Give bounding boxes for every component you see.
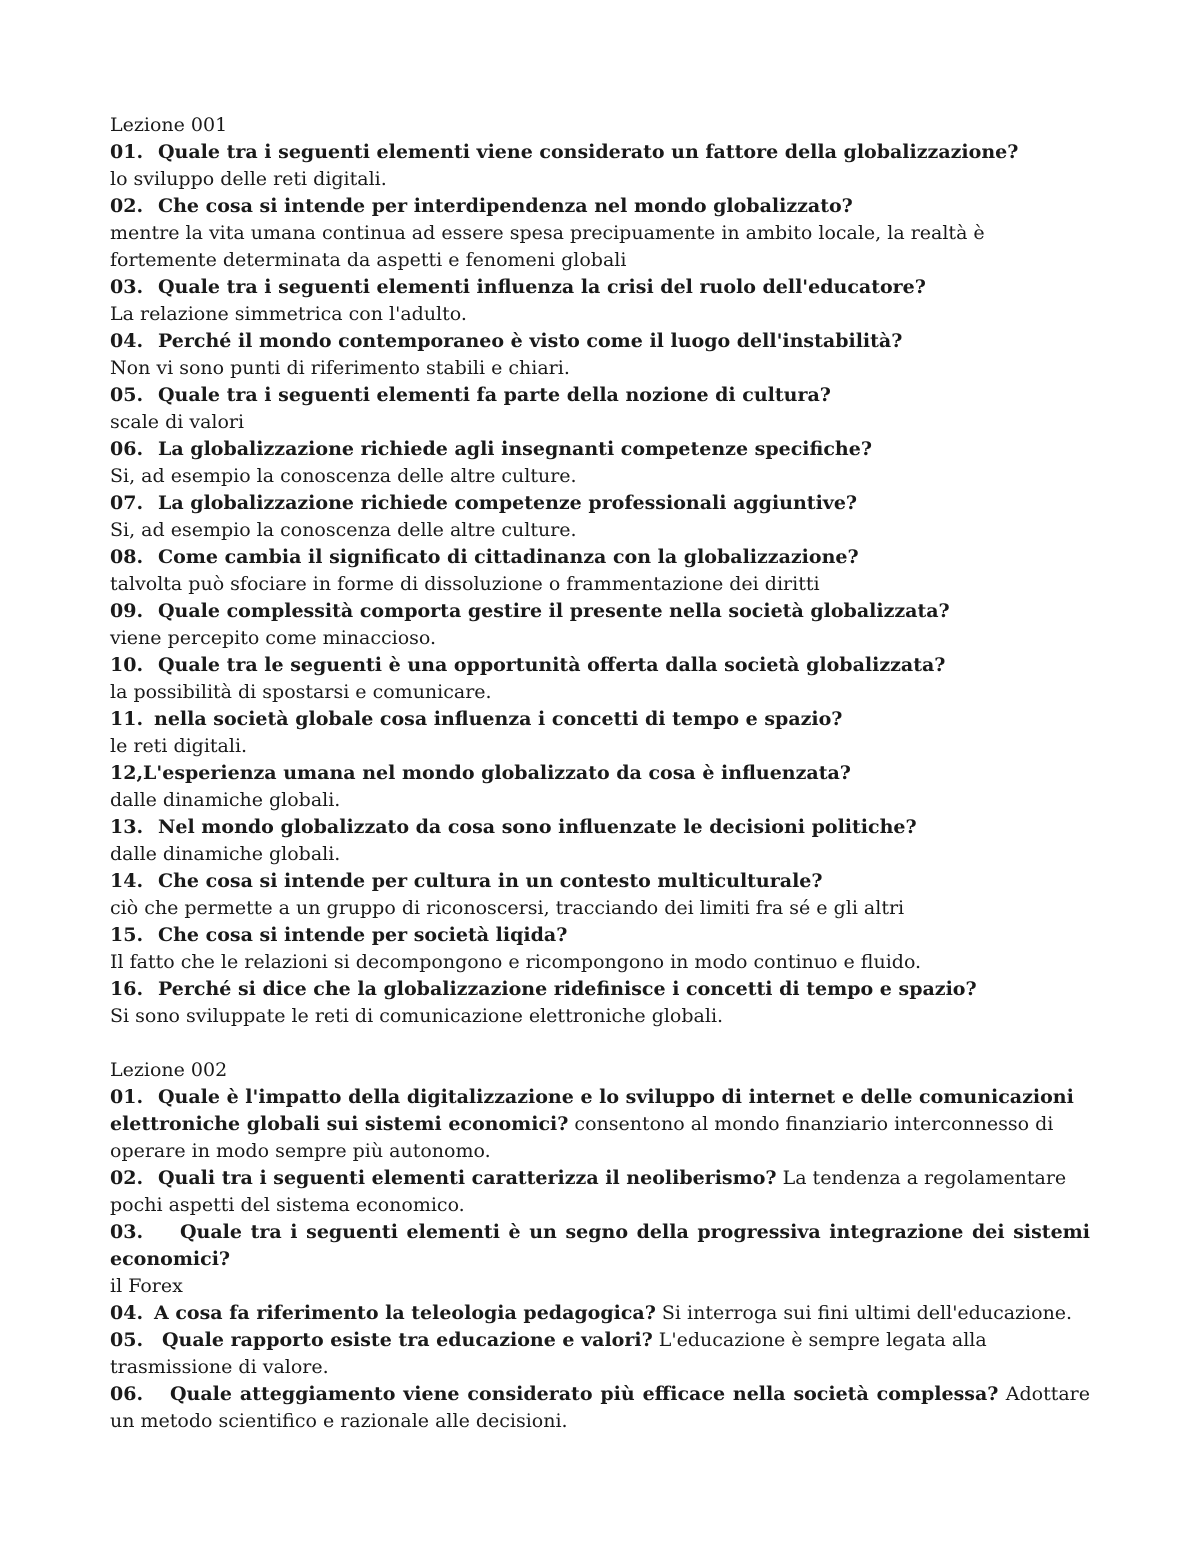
- answer: La tendenza a regolamentare pochi aspetti del sistema economico.: [110, 1167, 1067, 1216]
- qa-item: [110, 274, 1090, 328]
- question-number: 03.: [110, 276, 144, 298]
- section-spacer: [110, 1030, 1090, 1057]
- question: [110, 193, 1090, 220]
- question-number: 15.: [110, 924, 144, 946]
- question-text: Nel mondo globalizzato da cosa sono influenzate le decisioni politiche?: [158, 816, 917, 838]
- answer: Si sono sviluppate le reti di comunicazione elettroniche globali.: [110, 1005, 724, 1027]
- question: [110, 436, 1090, 463]
- question-text: Quale tra i seguenti elementi fa parte della nozione di cultura?: [158, 384, 831, 406]
- qa-item: [110, 922, 1090, 976]
- question-text: Come cambia il significato di cittadinanza con la globalizzazione?: [158, 546, 859, 568]
- question-text: Quale tra i seguenti elementi viene considerato un fattore della globalizzazione?: [158, 141, 1019, 163]
- question-number: 14.: [110, 870, 144, 892]
- qa-item: [110, 1381, 1090, 1435]
- answer: mentre la vita umana continua ad essere spesa precipuamente in ambito locale, la realtà è fortemente determinata da aspetti e fenomeni globali: [110, 222, 985, 271]
- question-text: La globalizzazione richiede competenze professionali aggiuntive?: [158, 492, 858, 514]
- question-number: 04.: [110, 330, 144, 352]
- question-text: Quale rapporto esiste tra educazione e valori?: [162, 1329, 653, 1351]
- answer: Si, ad esempio la conoscenza delle altre culture.: [110, 519, 577, 541]
- answer: lo sviluppo delle reti digitali.: [110, 168, 387, 190]
- qa-item: [110, 868, 1090, 922]
- qa-item: [110, 976, 1090, 1030]
- answer: Non vi sono punti di riferimento stabili e chiari.: [110, 357, 570, 379]
- qa-item: [110, 760, 1090, 814]
- answer: dalle dinamiche globali.: [110, 789, 341, 811]
- question-text: 12,L'esperienza umana nel mondo globalizzato da cosa è influenzata?: [110, 762, 851, 784]
- question: [110, 706, 1090, 733]
- answer: le reti digitali.: [110, 735, 248, 757]
- qa-item: [110, 1327, 1090, 1381]
- question-number: 04.: [110, 1302, 144, 1324]
- question-text: A cosa fa riferimento la teleologia pedagogica?: [154, 1302, 656, 1324]
- question-number: 06.: [110, 438, 144, 460]
- question: [110, 652, 1090, 679]
- question-text: Quale tra i seguenti elementi influenza la crisi del ruolo dell'educatore?: [158, 276, 926, 298]
- section-title-lezione-002: Lezione 002: [110, 1059, 228, 1081]
- qa-item: [110, 490, 1090, 544]
- question-number: 07.: [110, 492, 144, 514]
- question: [110, 760, 1090, 787]
- qa-item: [110, 706, 1090, 760]
- question-text: Quali tra i seguenti elementi caratterizza il neoliberismo?: [158, 1167, 777, 1189]
- answer: La relazione simmetrica con l'adulto.: [110, 303, 467, 325]
- answer: la possibilità di spostarsi e comunicare.: [110, 681, 492, 703]
- qa-item: [110, 382, 1090, 436]
- answer: il Forex: [110, 1275, 183, 1297]
- question-text: Quale è l'impatto della digitalizzazione e lo sviluppo di internet e delle comunicazioni elettroniche globali sui sistemi economici?: [110, 1086, 1074, 1135]
- section-title-lezione-001: Lezione 001: [110, 114, 228, 136]
- question: [110, 1219, 1090, 1273]
- qa-item: [110, 652, 1090, 706]
- question: [110, 139, 1090, 166]
- question: [110, 868, 1090, 895]
- question: [110, 598, 1090, 625]
- question: [110, 544, 1090, 571]
- question-text: Perché si dice che la globalizzazione ridefinisce i concetti di tempo e spazio?: [158, 978, 977, 1000]
- question: [110, 922, 1090, 949]
- qa-item: [110, 436, 1090, 490]
- qa-item: [110, 328, 1090, 382]
- qa-item: [110, 1084, 1090, 1165]
- question-text: nella società globale cosa influenza i concetti di tempo e spazio?: [154, 708, 843, 730]
- qa-item: [110, 1300, 1090, 1327]
- question-text: Quale atteggiamento viene considerato più efficace nella società complessa?: [170, 1383, 999, 1405]
- question-text: La globalizzazione richiede agli insegnanti competenze specifiche?: [158, 438, 872, 460]
- question-number: 08.: [110, 546, 144, 568]
- question-text: Quale complessità comporta gestire il presente nella società globalizzata?: [158, 600, 950, 622]
- answer: talvolta può sfociare in forme di dissoluzione o frammentazione dei diritti: [110, 573, 820, 595]
- question: [110, 274, 1090, 301]
- question-text: Che cosa si intende per interdipendenza nel mondo globalizzato?: [158, 195, 853, 217]
- document-page: [110, 112, 1090, 1435]
- question-number: 16.: [110, 978, 144, 1000]
- qa-item: [110, 598, 1090, 652]
- qa-item: [110, 1219, 1090, 1300]
- question-number: 02.: [110, 1167, 144, 1189]
- question-number: 10.: [110, 654, 144, 676]
- question-text: Perché il mondo contemporaneo è visto come il luogo dell'instabilità?: [158, 330, 903, 352]
- answer: dalle dinamiche globali.: [110, 843, 341, 865]
- question-text: Quale tra i seguenti elementi è un segno della progressiva integrazione dei sistemi economici?: [110, 1221, 1090, 1270]
- question: [110, 382, 1090, 409]
- question-text: Che cosa si intende per società liqida?: [158, 924, 568, 946]
- qa-item: [110, 139, 1090, 193]
- question: [110, 814, 1090, 841]
- qa-item: [110, 193, 1090, 274]
- qa-item: [110, 544, 1090, 598]
- question: [110, 976, 1090, 1003]
- answer: L'educazione è sempre legata alla trasmissione di valore.: [110, 1329, 987, 1378]
- answer: ciò che permette a un gruppo di riconoscersi, tracciando dei limiti fra sé e gli altri: [110, 897, 905, 919]
- question-text: Quale tra le seguenti è una opportunità offerta dalla società globalizzata?: [158, 654, 946, 676]
- question-number: 13.: [110, 816, 144, 838]
- question-number: 02.: [110, 195, 144, 217]
- answer: consentono al mondo finanziario interconnesso di operare in modo sempre più autonomo.: [110, 1113, 1054, 1162]
- answer: Adottare un metodo scientifico e razionale alle decisioni.: [110, 1383, 1090, 1432]
- qa-item: [110, 1165, 1090, 1219]
- question-number: 05.: [110, 384, 144, 406]
- question-number: 01.: [110, 1086, 144, 1108]
- question-text: Che cosa si intende per cultura in un contesto multiculturale?: [158, 870, 823, 892]
- answer: scale di valori: [110, 411, 245, 433]
- answer: Il fatto che le relazioni si decompongono e ricompongono in modo continuo e fluido.: [110, 951, 922, 973]
- question-number: 11.: [110, 708, 144, 730]
- answer: Si, ad esempio la conoscenza delle altre culture.: [110, 465, 577, 487]
- question: [110, 328, 1090, 355]
- question-number: 01.: [110, 141, 144, 163]
- question-number: 06.: [110, 1383, 144, 1405]
- answer: viene percepito come minaccioso.: [110, 627, 437, 649]
- answer: Si interroga sui fini ultimi dell'educazione.: [655, 1302, 1073, 1324]
- question-number: 03.: [110, 1221, 144, 1243]
- question-number: 09.: [110, 600, 144, 622]
- qa-item: [110, 814, 1090, 868]
- question: [110, 490, 1090, 517]
- question-number: 05.: [110, 1329, 144, 1351]
